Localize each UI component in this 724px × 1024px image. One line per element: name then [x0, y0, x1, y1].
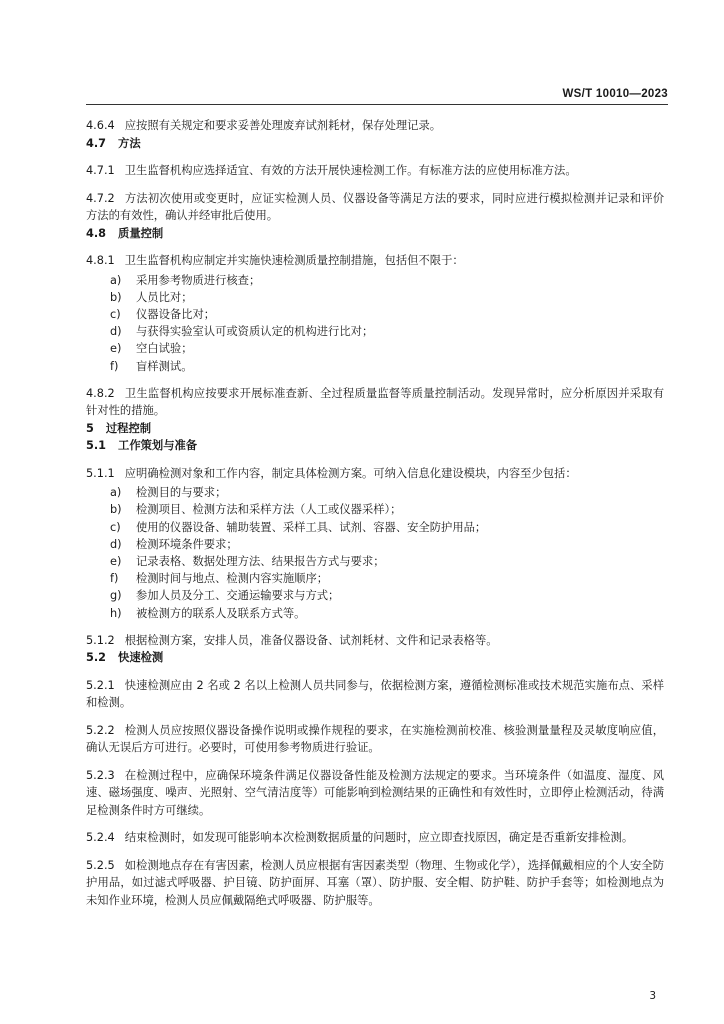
section-heading-4-8: 4.8 质量控制 [86, 226, 164, 240]
list-item: c) 使用的仪器设备、辅助装置、采样工具、试剂、容器、安全防护用品； [110, 520, 487, 534]
clause-5-2-4: 5.2.4 结束检测时，如发现可能影响本次检测数据质量的问题时，应立即查找原因，确定是否重新安排检测。 [86, 831, 634, 845]
list-item: e) 记录表格、数据处理方法、结果报告方式与要求； [110, 555, 385, 569]
clause-5-1-1: 5.1.1 应明确检测对象和工作内容，制定具体检测方案。可纳入信息化建设模块，内容至少包括： [86, 466, 577, 480]
list-item: c) 仪器设备比对； [110, 307, 216, 321]
list-item: h) 被检测方的联系人及联系方式等。 [110, 606, 306, 620]
clause-4-8-2: 4.8.2 卫生监督机构应按要求开展标准查新、全过程质量监督等质量控制活动。发现异常时，应分析原因并采取有针对性的措施。 [86, 386, 664, 418]
list-item: b) 人员比对； [110, 290, 193, 304]
clause-5-2-1: 5.2.1 快速检测应由 2 名或 2 名以上检测人员共同参与，依据检测方案，遵循检测标准或技术规范实施布点、采样和检测。 [86, 678, 664, 710]
list-quality-control [86, 272, 664, 375]
clause-4-7-1: 4.7.1 卫生监督机构应选择适宜、有效的方法开展快速检测工作。有标准方法的应使用标准方法。 [86, 164, 577, 177]
header-divider [86, 104, 668, 105]
list-item: d) 检测环境条件要求； [110, 537, 238, 551]
section-heading-5-1: 5.1 工作策划与准备 [86, 439, 198, 453]
list-item: e) 空白试验； [110, 342, 193, 356]
page-number: 3 [649, 990, 656, 1002]
list-item: d) 与获得实验室认可或资质认定的机构进行比对； [110, 325, 374, 339]
list-plan-content [86, 484, 664, 622]
list-item: f) 盲样测试。 [110, 359, 193, 373]
chapter-heading-5: 5 过程控制 [86, 421, 152, 435]
list-item: b) 检测项目、检测方法和采样方法（人工或仪器采样）； [110, 503, 402, 517]
document-code: WS/T 10010—2023 [562, 88, 668, 100]
clause-5-2-5: 5.2.5 如检测地点存在有害因素，检测人员应根据有害因素类型（物理、生物或化学），选择佩戴相应的个人安全防护用品，如过滤式呼吸器、护目镜、防护面屏、耳塞（罩）、防护服、安全帽、防护鞋、防护手套等；如检测地点为未知作业环境，检测人员应佩戴隔绝式呼吸器、防护服等。 [86, 858, 664, 907]
section-heading-4-7: 4.7 方法 [86, 136, 141, 150]
clause-5-1-2: 5.1.2 根据检测方案，安排人员，准备仪器设备、试剂耗材、文件和记录表格等。 [86, 633, 498, 647]
clause-4-7-2: 4.7.2 方法初次使用或变更时，应证实检测人员、仪器设备等满足方法的要求，同时应进行模拟检测并记录和评价方法的有效性，确认并经审批后使用。 [86, 191, 664, 222]
list-item: g) 参加人员及分工、交通运输要求与方式； [110, 589, 340, 603]
section-heading-5-2: 5.2 快速检测 [86, 651, 164, 665]
list-item: f) 检测时间与地点、检测内容实施顺序； [110, 572, 329, 586]
clause-4-6-4: 4.6.4 应按照有关规定和要求妥善处理废弃试剂耗材，保存处理记录。 [86, 119, 442, 132]
list-item: a) 检测目的与要求； [110, 486, 227, 500]
clause-5-2-2: 5.2.2 检测人员应按照仪器设备操作说明或操作规程的要求，在实施检测前校准、核验测量量程及灵敏度响应值，确认无误后方可进行。必要时，可使用参考物质进行验证。 [86, 723, 664, 755]
clause-4-8-1: 4.8.1 卫生监督机构应制定并实施快速检测质量控制措施，包括但不限于： [86, 254, 464, 267]
list-item: a) 采用参考物质进行核查； [110, 273, 261, 287]
clause-5-2-3: 5.2.3 在检测过程中，应确保环境条件满足仪器设备性能及检测方法规定的要求。当环境条件（如温度、湿度、风速、磁场强度、噪声、光照射、空气清洁度等）可能影响到检测结果的正确性和有效性时，立即停止检测活动，待满足检测条件时方可继续。 [86, 768, 664, 817]
document-body [86, 117, 664, 909]
